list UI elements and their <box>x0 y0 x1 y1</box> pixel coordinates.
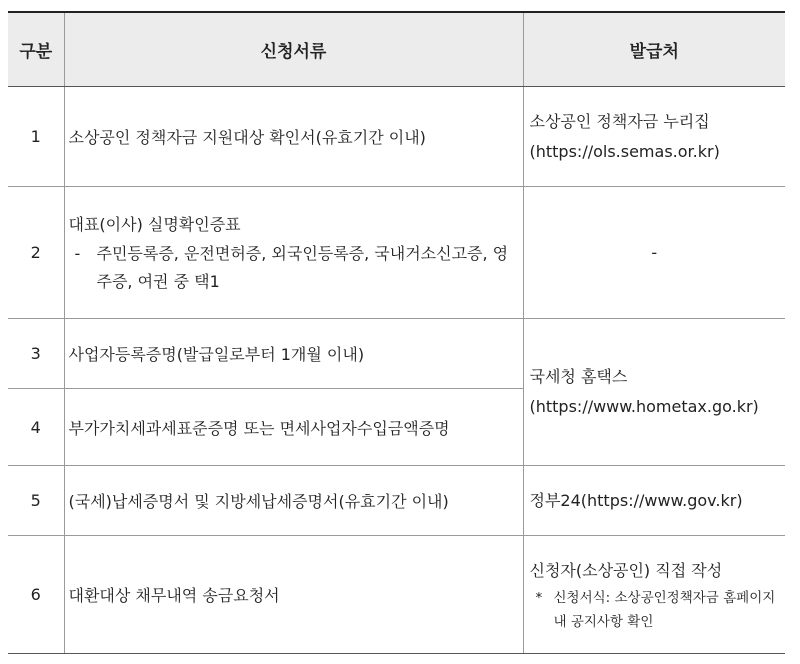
row-number: 2 <box>8 187 64 319</box>
asterisk-mark: * <box>535 589 543 606</box>
issuer-note <box>530 586 786 634</box>
row-number: 6 <box>8 536 64 654</box>
row-number: 4 <box>8 389 64 466</box>
issuer-cell: - <box>523 187 785 319</box>
issuer-name: 소상공인 정책자금 누리집 <box>529 111 710 131</box>
document-name: (국세)납세증명서 및 지방세납세증명서(유효기간 이내) <box>64 466 523 536</box>
issuer-cell: 정부24(https://www.gov.kr) <box>523 466 785 536</box>
issuer-url: (https://ols.semas.or.kr) <box>529 141 720 161</box>
issuer-url: (https://www.hometax.go.kr) <box>529 397 759 416</box>
header-issuer: 발급처 <box>523 12 785 87</box>
document-sublist <box>69 240 523 296</box>
header-category: 구분 <box>8 12 64 87</box>
table-row <box>8 187 785 319</box>
header-documents: 신청서류 <box>64 12 523 87</box>
row-number: 3 <box>8 319 64 389</box>
document-name: 부가가치세과세표준증명 또는 면세사업자수입금액증명 <box>64 389 523 466</box>
document-name: 대표(이사) 실명확인증표 <box>68 214 241 234</box>
dash-bullet: - <box>74 243 81 263</box>
document-name: 소상공인 정책자금 지원대상 확인서(유효기간 이내) <box>64 87 523 187</box>
table-row <box>8 466 785 536</box>
document-cell <box>64 187 523 319</box>
issuer-cell <box>523 87 785 187</box>
row-number: 5 <box>8 466 64 536</box>
document-sub-text: 주민등록증, 운전면허증, 외국인등록증, 국내거소신고증, 영주증, 여권 중 택1 <box>96 243 509 291</box>
issuer-name: 국세청 홈택스 <box>529 367 628 386</box>
row-number: 1 <box>8 87 64 187</box>
document-name: 사업자등록증명(발급일로부터 1개월 이내) <box>64 319 523 389</box>
required-documents-table <box>8 11 785 654</box>
issuer-name: 신청자(소상공인) 직접 작성 <box>529 560 723 580</box>
issuer-cell <box>523 536 785 654</box>
table-row <box>8 87 785 187</box>
table-row <box>8 319 785 389</box>
table-row <box>8 536 785 654</box>
document-name: 대환대상 채무내역 송금요청서 <box>64 536 523 654</box>
header-row <box>8 12 785 87</box>
issuer-note-text: 신청서식: 소상공인정책자금 홈페이지 내 공지사항 확인 <box>553 589 776 630</box>
issuer-cell <box>523 319 785 466</box>
